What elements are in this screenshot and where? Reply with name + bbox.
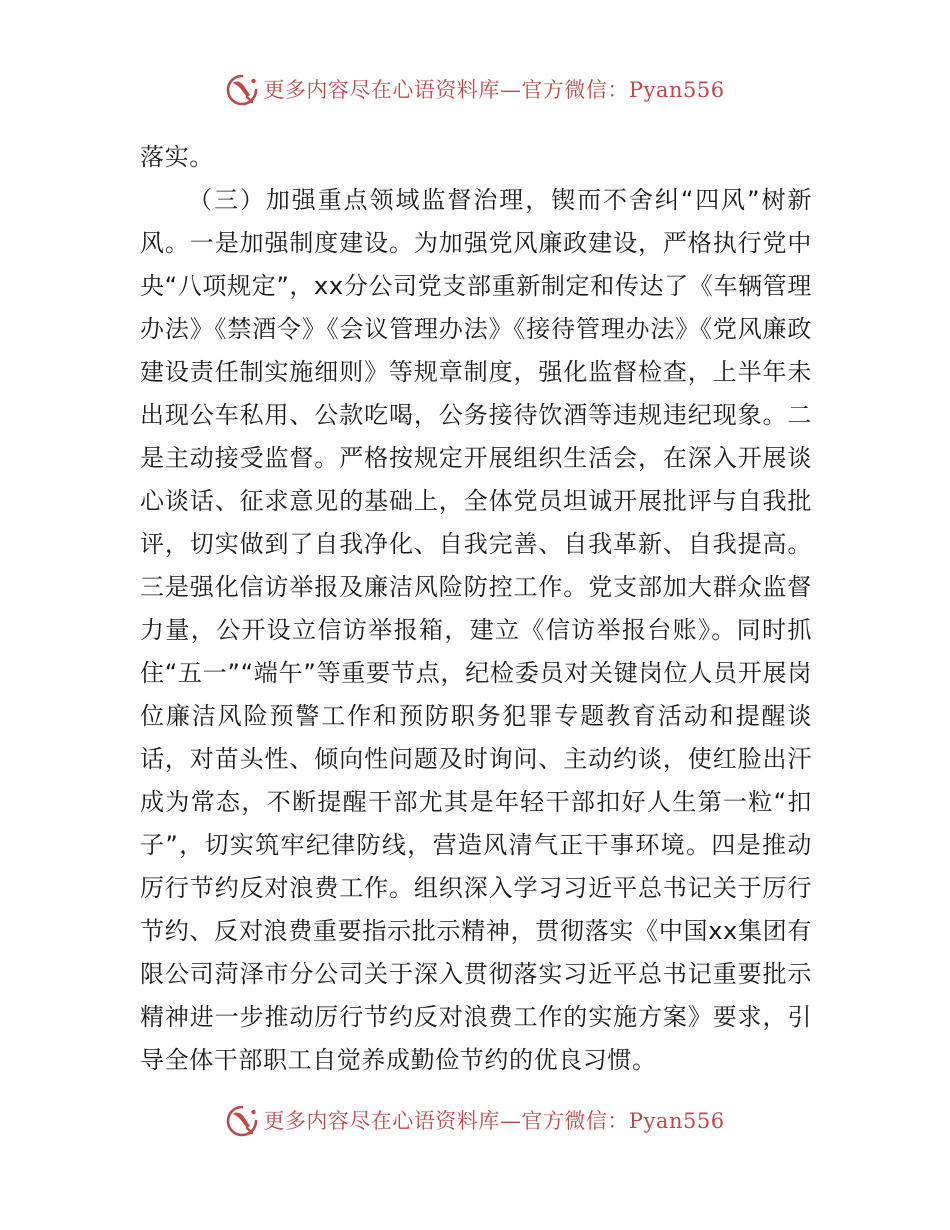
quill-pen-logo-icon (225, 1104, 259, 1138)
body-paragraph: （三）加强重点领域监督治理，锲而不舍纠“四风”树新风。一是加强制度建设。为加强党风廉政建设，严格执行党中央“八项规定”，xx分公司党支部重新制定和传达了《车辆管理办法》《禁酒令》《会议管理办法》《接待管理办法》《党风廉政建设责任制实施细则》等规章制度，强化监督检查，上半年未出现公车私用、公款吃喝，公务接待饮酒等违规违纪现象。二是主动接受监督。严格按规定开展组织生活会，在深入开展谈心谈话、征求意见的基础上，全体党员坦诚开展批评与自我批评，切实做到了自我净化、自我完善、自我革新、自我提高。三是强化信访举报及廉洁风险防控工作。党支部加大群众监督力量，公开设立信访举报箱，建立《信访举报台账》。同时抓住“五一”“端午”等重要节点，纪检委员对关键岗位人员开展岗位廉洁风险预警工作和预防职务犯罪专题教育活动和提醒谈话，对苗头性、倾向性问题及时询问、主动约谈，使红脸出汗成为常态，不断提醒干部尤其是年轻干部扣好人生第一粒“扣子”，切实筑牢纪律防线，营造风清气正干事环境。四是推动厉行节约反对浪费工作。组织深入学习习近平总书记关于厉行节约、反对浪费重要指示批示精神，贯彻落实《中国xx集团有限公司菏泽市分公司关于深入贯彻落实习近平总书记重要批示精神进一步推动厉行节约反对浪费工作的实施方案》要求，引导全体干部职工自觉养成勤俭节约的优良习惯。 (140, 186, 812, 1074)
header-watermark-text: 更多内容尽在心语资料库—官方微信：Pyan556 (263, 77, 725, 102)
header-watermark-banner (0, 70, 950, 110)
footer-watermark-banner (0, 1101, 950, 1141)
footer-watermark-text: 更多内容尽在心语资料库—官方微信：Pyan556 (263, 1108, 725, 1133)
document-body (140, 136, 812, 1082)
continuation-line: 落实。 (140, 143, 214, 171)
quill-pen-logo-icon (225, 73, 259, 107)
